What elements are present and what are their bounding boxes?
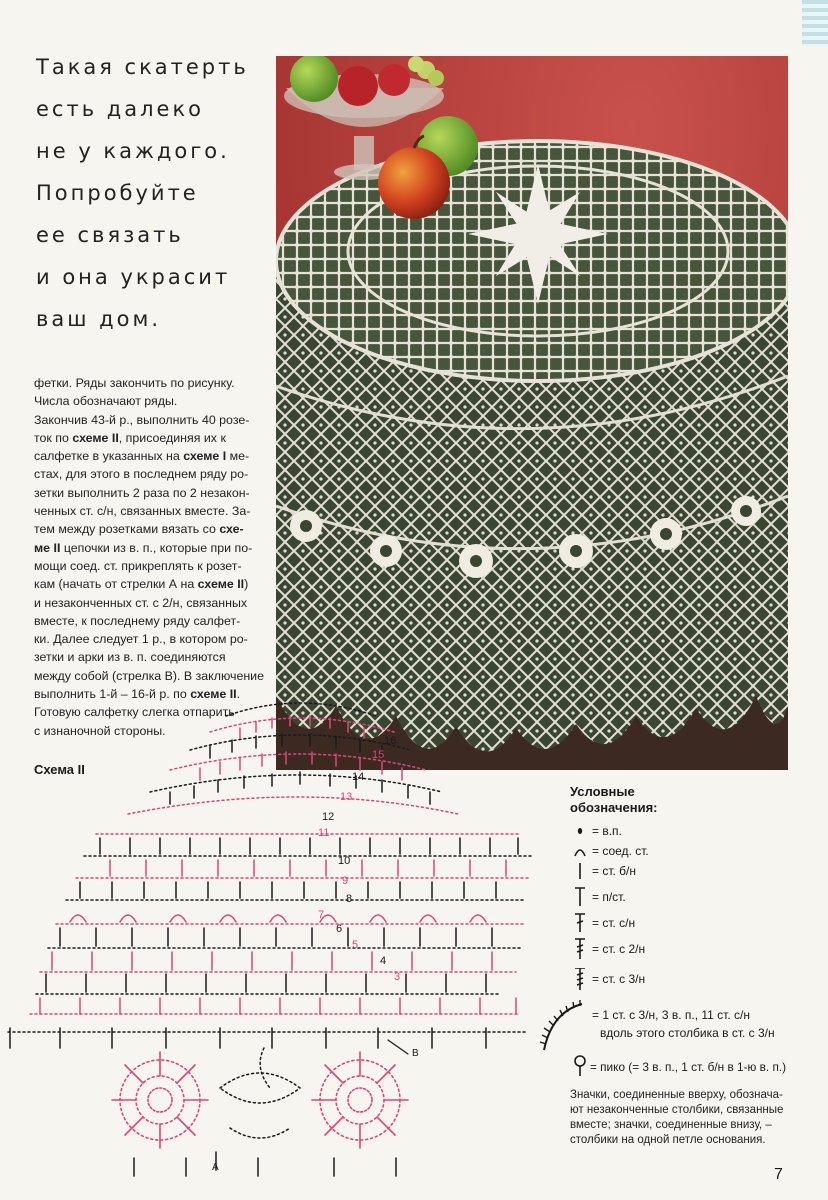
text-line: ток по схеме II, присоединяя их к	[34, 430, 226, 445]
text-line: стах, для этого в последнем ряду ро-	[34, 467, 249, 482]
headline-line: ваш дом.	[36, 307, 162, 331]
row-number: 5	[352, 939, 359, 951]
fan-legend-line2: вдоль этого столбика в ст. с 3/н	[600, 1026, 775, 1040]
text-line: Числа обозначают ряды.	[34, 394, 178, 409]
crochet-diagram	[0, 688, 560, 1188]
row-number: 11	[318, 827, 330, 839]
slip-stitch-icon	[570, 840, 592, 862]
legend: Условные обозначения: = в.п. = соед. ст. = ст. б/н = п/ст. = ст. с/н = ст. с 2/н = ст. с 3/н = 1 ст. с 3/н, 3 в. п., 11 ст. с/н вдоль этого столбика в ст. с 3/н = пико (= 3 в. п., 1 ст. б/н в 1-ю в. п.)	[570, 784, 810, 816]
text-line: мощи соед. ст. прикреплять к розет-	[34, 558, 242, 573]
headline-line: Такая скатерть	[36, 55, 249, 79]
row-number: 9	[342, 875, 349, 887]
row-number: 16	[384, 735, 397, 747]
row-number: 15	[372, 749, 385, 761]
tablecloth-photo	[276, 56, 788, 770]
headline-line: и она украсит	[36, 265, 231, 289]
headline-line: есть далеко	[36, 97, 205, 121]
double-crochet-icon	[570, 912, 592, 934]
fan-legend-line1: = 1 ст. с 3/н, 3 в. п., 11 ст. с/н	[592, 1008, 750, 1022]
row-number: 14	[352, 771, 365, 783]
headline-line: ее связать	[36, 223, 184, 247]
text-line: с изнаночной стороны.	[34, 723, 166, 738]
text-line: кам (начать от стрелки А на схеме II)	[34, 577, 249, 592]
text-line: вместе, к последнему ряду салфет-	[34, 613, 241, 628]
row-number: 7	[318, 909, 325, 921]
row-number: 6	[336, 923, 343, 935]
text-line: фетки. Ряды закончить по рисунку.	[34, 376, 235, 390]
headline-line: не у каждого.	[36, 139, 230, 163]
text-line: ме II цепочки из в. п., которые при по-	[34, 540, 253, 555]
half-double-icon	[570, 886, 592, 908]
single-crochet-icon	[570, 860, 592, 882]
chain-stitch-icon	[570, 820, 592, 842]
arrow-b-label: В	[412, 1048, 419, 1059]
text-line: ки. Далее следует 1 р., в котором ро-	[34, 632, 248, 647]
text-line: зетки выполнить 2 раза по 2 незакон-	[34, 485, 250, 500]
headline	[36, 46, 266, 340]
page-number: 7	[774, 1166, 783, 1183]
text-line: тем между розетками вязать со схе-	[34, 522, 244, 537]
treble-crochet-icon	[570, 938, 592, 960]
page-edge-tab	[802, 0, 828, 46]
text-line: между собой (стрелка В). В заключение	[34, 668, 264, 683]
legend-title: Условные обозначения:	[570, 784, 658, 815]
text-line: салфетке в указанных на схеме I ме-	[34, 449, 250, 464]
text-line: ченных ст. с/н, связанных вместе. За-	[34, 504, 251, 519]
legend-note: Значки, соединенные вверху, обознача-ют незаконченные столбики, связанные вместе; значки, соединенные внизу, – столбики на одной петле основания.	[570, 1089, 784, 1146]
row-number: 10	[338, 855, 351, 867]
text-line: Готовую салфетку слегка отпарить	[34, 705, 235, 720]
row-number: 8	[346, 893, 353, 905]
fan-stitch-icon	[538, 994, 586, 1054]
text-line: Закончив 43-й р., выполнить 40 розе-	[34, 412, 250, 427]
row-number: 13	[340, 791, 353, 803]
row-number: 12	[322, 811, 335, 823]
schema-title: Схема II	[34, 762, 85, 777]
row-number: 3	[394, 971, 401, 983]
double-treble-icon	[570, 968, 592, 990]
headline-line: Попробуйте	[36, 181, 199, 205]
text-line: и незаконченных ст. с 2/н, связанных	[34, 595, 248, 610]
text-line: выполнить 1-й – 16-й р. по схеме II.	[34, 687, 241, 702]
row-number: 4	[380, 955, 387, 967]
arrow-a-label: А	[212, 1162, 219, 1173]
picot-icon	[570, 1054, 590, 1078]
text-line: зетки и арки из в. п. соединяются	[34, 650, 226, 665]
instructions-text	[34, 374, 264, 740]
picot-legend: = пико (= 3 в. п., 1 ст. б/н в 1-ю в. п.)	[590, 1060, 787, 1074]
